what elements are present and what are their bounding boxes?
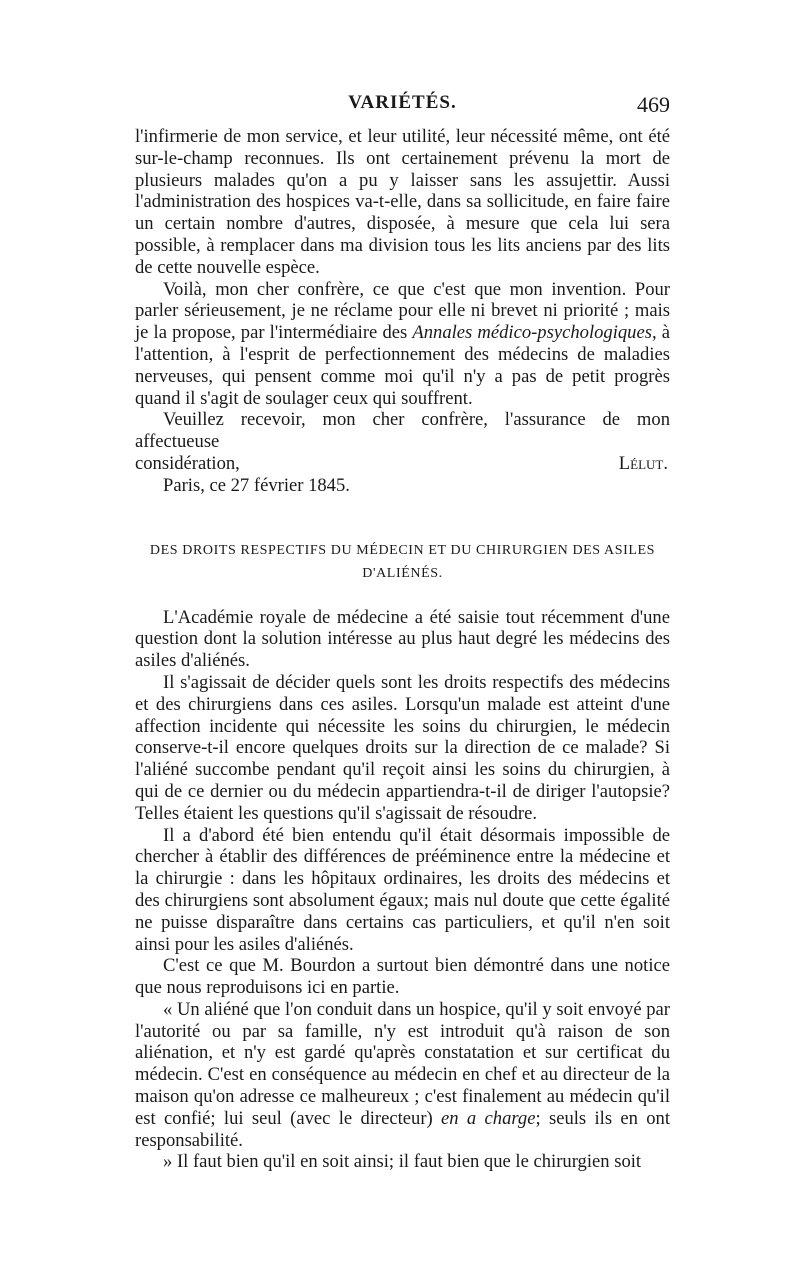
letter-paragraph-2-start: Voilà, mon cher confrère, ce que c'est que mon invention. Pour parler sérieusement, je ne réclame pour elle ni brevet ni priorité ; mais je la propose, par l'intermédiaire des (135, 278, 670, 344)
closing-formula-end: considération, (135, 452, 240, 474)
letter-paragraph-2 (135, 279, 670, 410)
page-header (135, 92, 670, 122)
letter-date: Paris, ce 27 février 1845. (163, 474, 350, 496)
section-title (135, 539, 670, 585)
letter-paragraph-1: l'infirmerie de mon service, et leur utilité, leur nécessité même, ont été sur-le-champ reconnues. Ils ont certainement prévenu la mort de plusieurs malades qu'on a pu y laisser sans les assujettir. Aussi l'administration des hospices va-t-elle, dans sa sollicitude, en faire faire un certain nombre d'autres, disposée, à mesure que cela lui sera possible, à remplacer dans ma division tous les lits anciens par des lits de cette nouvelle espèce. (135, 126, 670, 278)
section-paragraph-5 (135, 999, 670, 1152)
section-title-line-1: DES DROITS RESPECTIFS DU MÉDECIN ET DU CHIRURGIEN DES ASILES (149, 542, 656, 558)
signature-line (135, 453, 670, 475)
section-paragraph-4: C'est ce que M. Bourdon a surtout bien démontré dans une notice que nous reproduisons ici en partie. (135, 955, 670, 999)
quote-end: ; seuls ils en ont responsabilité. (135, 1107, 671, 1151)
running-title: VARIÉTÉS. (348, 92, 457, 113)
section-paragraph-2: Il s'agissait de décider quels sont les droits respectifs des médecins et des chirurgiens dans ces asiles. Lorsqu'un malade est atteint d'une affection incidente qui nécessite les soins du chirurgien, le médecin conserve-t-il encore quelques droits sur la direction de ce malade? Si l'aliéné succombe pendant qu'il reçoit ainsi les soins du chirurgien, à qui de ce dernier ou du médecin appartiendra-t-il de diriger l'autopsie? Telles étaient les questions qu'il s'agissait de résoudre. (135, 671, 670, 824)
quote-emphasis: en a charge (441, 1107, 536, 1129)
section-paragraph-3: Il a d'abord été bien entendu qu'il était désormais impossible de chercher à établir des différences de prééminence entre la médecine et la chirurgie : dans les hôpitaux ordinaires, les droits des médecins et des chirurgiens sont absolument égaux; mais nul doute que cette égalité ne puisse disparaître dans certains cas particuliers, et qu'il n'en soit ainsi pour les asiles d'aliénés. (135, 824, 670, 955)
letter-paragraph-2-end: , à l'attention, à l'esprit de perfectionnement des médecins de maladies nerveuses, qui pensent comme moi qu'il n'y a pas de petit progrès quand il s'agit de soulager ceux qui souffrent. (135, 322, 670, 409)
quote-start: « Un aliéné que l'on conduit dans un hospice, qu'il y soit envoyé par l'autorité ou par sa famille, n'y est introduit qu'à raison de son aliénation, et n'y est gardé qu'après constatation et sur certificat du médecin. C'est en conséquence au médecin en chef et au directeur de la maison qu'on adresse ce malheureux ; c'est finalement au médecin qu'il est confié; lui seul (avec le directeur) (135, 998, 670, 1129)
author-signature: Lélut. (618, 452, 668, 474)
section-paragraph-1: L'Académie royale de médecine a été saisie tout récemment d'une question dont la solution intéresse au plus haut degré les médecins des asiles d'aliénés. (135, 606, 670, 672)
section-title-line-2: D'ALIÉNÉS. (362, 565, 443, 581)
page-number: 469 (637, 92, 670, 117)
journal-title: Annales médico-psychologiques (412, 322, 652, 344)
closing-formula: Veuillez recevoir, mon cher confrère, l'assurance de mon affectueuse (135, 409, 670, 453)
section-paragraph-6: » Il faut bien qu'il en soit ainsi; il faut bien que le chirurgien soit (163, 1151, 642, 1173)
body-text (135, 126, 670, 1173)
